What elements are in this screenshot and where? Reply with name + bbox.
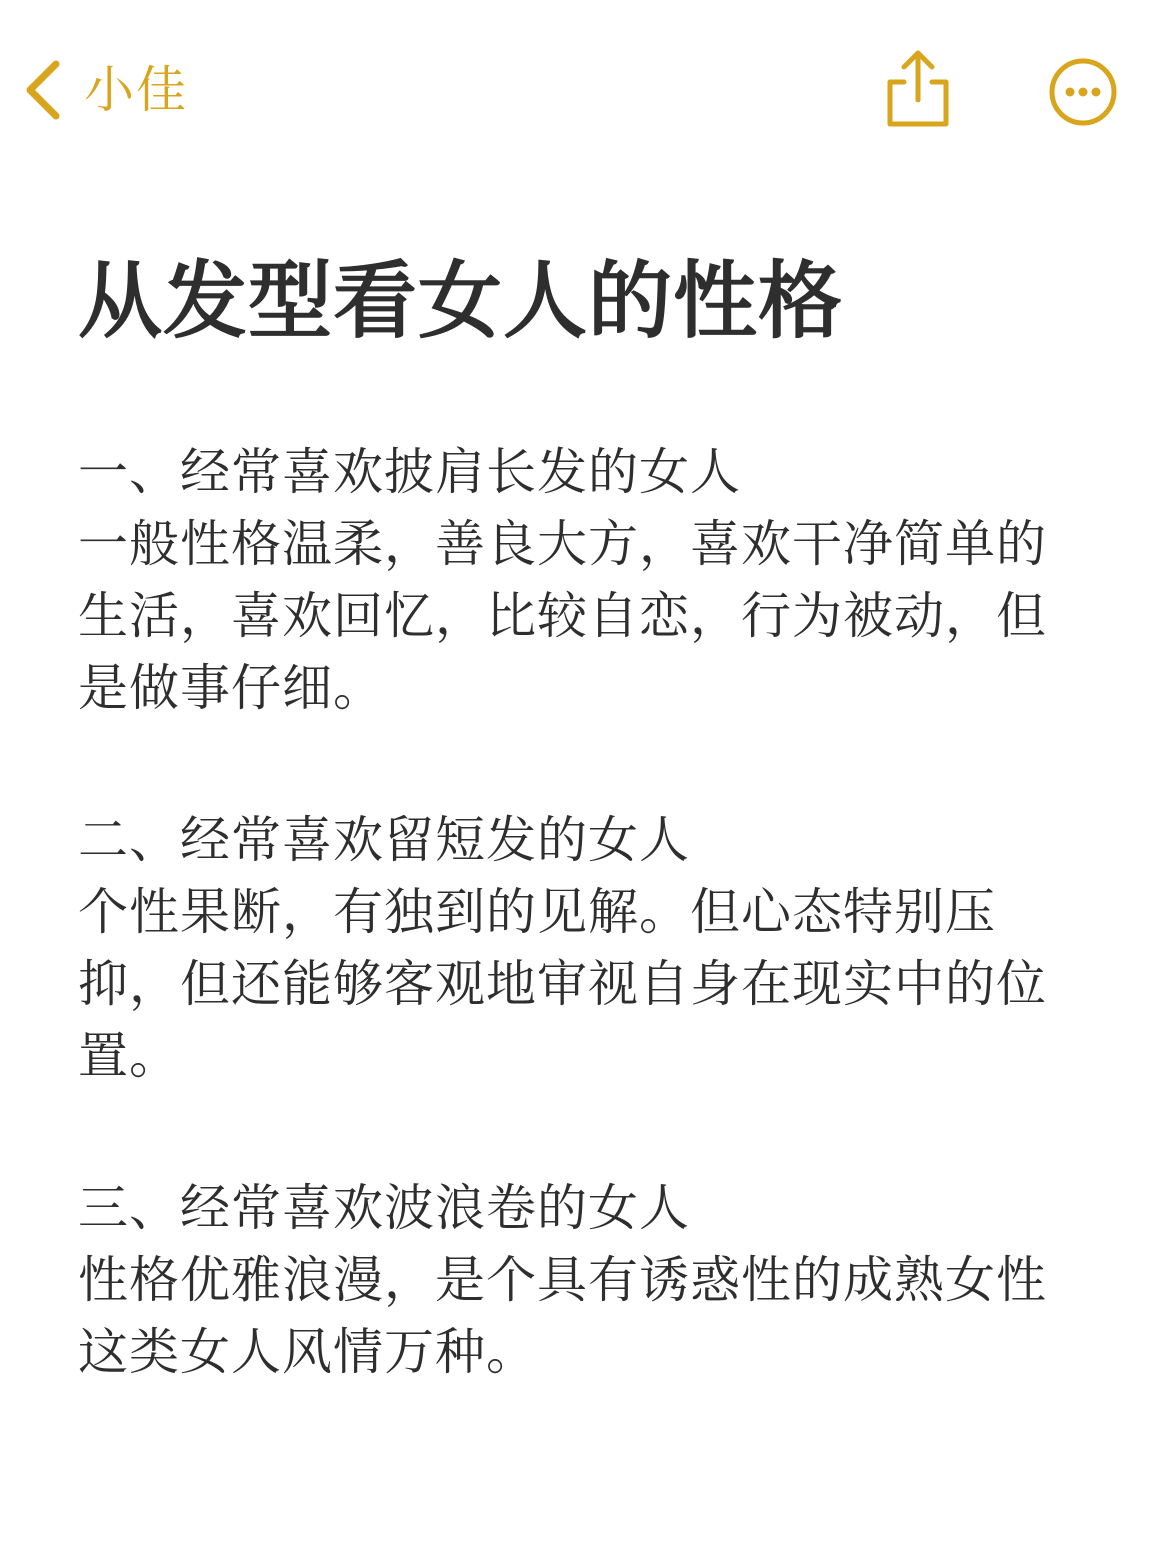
- section-body: 性格优雅浪漫，是个具有诱惑性的成熟女性这类女人风情万种。: [78, 1251, 1047, 1381]
- note-content[interactable]: [78, 246, 1088, 1468]
- note-section: [78, 1172, 1088, 1388]
- navigation-bar: [0, 0, 1170, 180]
- section-heading: 一、经常喜欢披肩长发的女人: [78, 443, 741, 501]
- share-button[interactable]: [880, 48, 956, 132]
- chevron-left-icon: [22, 58, 62, 122]
- section-body: 一般性格温柔，善良大方，喜欢干净简单的生活，喜欢回忆，比较自恋，行为被动，但是做事仔细。: [78, 515, 1047, 717]
- section-body: 个性果断，有独到的见解。但心态特别压抑，但还能够客观地审视自身在现实中的位置。: [78, 883, 1047, 1085]
- note-section: [78, 804, 1088, 1092]
- back-label: 小佳: [84, 61, 188, 119]
- note-title: 从发型看女人的性格: [78, 252, 844, 350]
- more-button[interactable]: [1048, 57, 1118, 127]
- section-heading: 三、经常喜欢波浪卷的女人: [78, 1179, 690, 1237]
- note-section: [78, 436, 1088, 724]
- note-sections: [78, 436, 1088, 1388]
- back-button[interactable]: [22, 50, 188, 130]
- section-heading: 二、经常喜欢留短发的女人: [78, 811, 690, 869]
- share-icon: [880, 117, 956, 136]
- more-icon: [1048, 112, 1118, 131]
